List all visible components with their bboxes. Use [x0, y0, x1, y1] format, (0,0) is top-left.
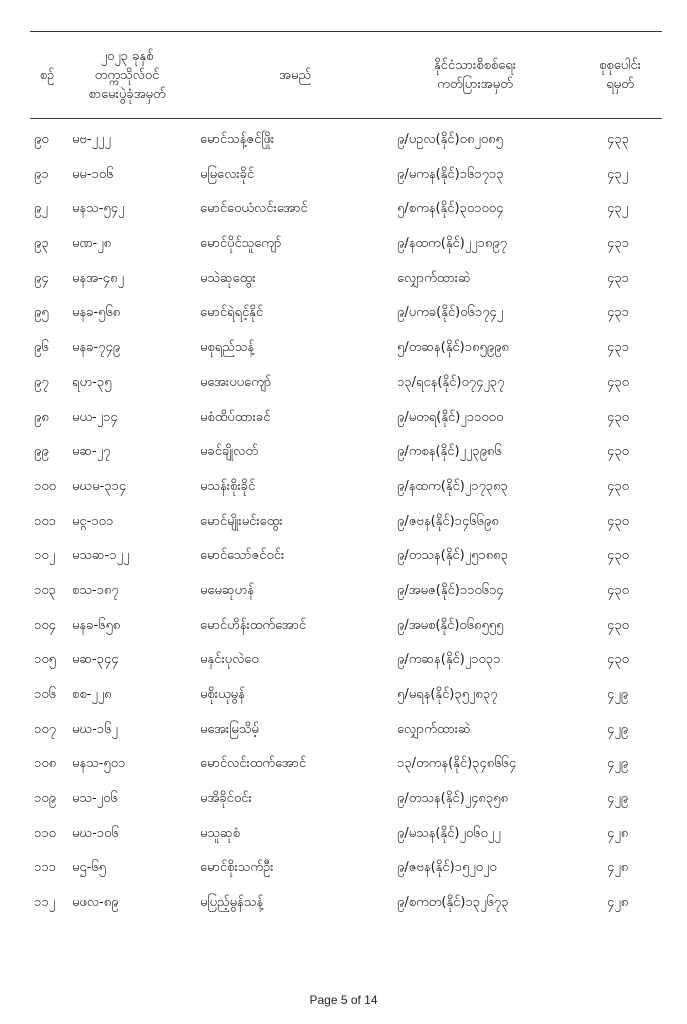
nrc-cell: ၉/နထက(နိုင်)၂၁၇၃၈၃ — [397, 478, 508, 494]
nrc-cell: ၉/အမဇ(နိုင်)၁၁၀၆၁၄ — [397, 582, 504, 598]
name-cell: မောင်ပိုင်သူကျော် — [200, 236, 282, 252]
score-cell: ၄၃၃ — [607, 132, 629, 147]
score-cell: ၄၃၀ — [607, 548, 629, 564]
header-serial-no: စဉ် — [39, 67, 55, 83]
roll-number-cell: မနခ-၅၆၈ — [72, 305, 121, 321]
roll-number-cell: မဏ-၂၈ — [72, 236, 112, 252]
roll-number-cell: မဃ-၁၆၂ — [72, 721, 118, 737]
score-cell: ၄၃၀ — [607, 409, 629, 425]
name-cell: မမြလေးခိုင် — [200, 166, 255, 182]
roll-number-cell: မယ-၂၁၄ — [72, 409, 118, 425]
name-cell: မောင်ဝေယံလင်းအောင် — [200, 201, 308, 217]
name-cell: မောင်သန့်ဇင်ဖြိုး — [200, 132, 275, 147]
name-cell: မသန်းစိုးခိုင် — [200, 478, 256, 494]
roll-number-cell: မနသ-၅၀၁ — [72, 756, 126, 772]
name-cell: မအိခိုင်ဝင်း — [200, 791, 252, 807]
table-row — [0, 261, 687, 296]
nrc-cell: ၅/မရန(နိုင်)၃၅၂၈၃၇ — [397, 687, 498, 702]
score-cell: ၄၃၀ — [607, 652, 629, 668]
roll-number-cell: မနခ-၇၄၉ — [72, 340, 121, 356]
roll-number-cell: မင္ဂ-၁၀၁ — [72, 513, 114, 529]
score-cell: ၄၂၈ — [607, 825, 629, 841]
score-cell: ၄၃၀ — [607, 478, 629, 494]
name-cell: မစုရည်သန့် — [200, 340, 255, 356]
serial-no-cell: ၁၀၁ — [34, 513, 56, 529]
page-number-footer: Page 5 of 14 — [309, 993, 378, 1007]
roll-number-cell: စသ-၁၈၇ — [72, 582, 119, 598]
roll-number-cell: ရဟ-၃၅ — [72, 374, 112, 390]
table-row — [0, 226, 687, 261]
score-cell: ၄၂၈ — [607, 860, 629, 876]
table-row — [0, 365, 687, 400]
table-row — [0, 712, 687, 747]
roll-number-cell: မနသ-၅၄၂ — [72, 201, 125, 217]
name-cell: မစံထိပ်ထားခင် — [200, 409, 271, 425]
roll-number-cell: မနခ-၆၅၈ — [72, 617, 121, 633]
serial-no-cell: ၁၁၀ — [34, 825, 56, 841]
nrc-cell: ၉/မသန(နိုင်)၂၀၆၀၂၂ — [397, 825, 501, 841]
nrc-cell: ၉/ဇဗန(နိုင်)၁၄၆၆၉၈ — [397, 513, 499, 529]
serial-no-cell: ၉၈ — [34, 409, 49, 425]
table-row — [0, 816, 687, 851]
table-row — [0, 677, 687, 712]
name-cell: မမေဆုဟန် — [200, 582, 254, 598]
nrc-cell: ၅/စကန(နိုင်)၃၀၁၀၀၄ — [397, 201, 504, 217]
name-cell: မနှင်းပုလဲဝေ — [200, 652, 259, 668]
serial-no-cell: ၁၁၂ — [34, 895, 56, 911]
roll-number-cell: မဆ-၂၇ — [72, 444, 111, 460]
roll-number-cell: မဆ-၃၄၄ — [72, 652, 119, 668]
name-cell: မောင်စိုးသက်ဦး — [200, 860, 274, 876]
serial-no-cell: ၁၀၂ — [34, 548, 56, 564]
score-cell: ၄၃၀ — [607, 444, 629, 460]
table-top-rule — [30, 31, 662, 32]
score-cell: ၄၂၉ — [607, 687, 629, 702]
score-cell: ၄၃၁ — [607, 236, 629, 252]
name-cell: မောင်မျိုးမင်းထွေး — [200, 513, 283, 529]
header-name: အမည် — [279, 67, 311, 83]
table-row — [0, 885, 687, 920]
score-cell: ၄၃၁ — [607, 305, 629, 321]
table-row — [0, 573, 687, 608]
roll-number-cell: မဃ-၁၀၆ — [72, 825, 119, 841]
roll-number-cell: စစ-၂၂၈ — [72, 687, 112, 702]
table-row — [0, 122, 687, 157]
table-row — [0, 400, 687, 435]
serial-no-cell: ၁၀၃ — [34, 582, 56, 598]
serial-no-cell: ၁၀၈ — [34, 756, 57, 772]
table-row — [0, 608, 687, 643]
serial-no-cell: ၉၇ — [34, 374, 49, 390]
roll-number-cell: မဌ-၆၅ — [72, 860, 106, 876]
serial-no-cell: ၉၅ — [34, 305, 49, 321]
roll-number-cell: မသ-၂၀၆ — [72, 791, 118, 807]
name-cell: မသူဆုစံ — [200, 825, 240, 841]
nrc-cell: ၉/ပကခ(နိုင်)၀၆၁၇၄၂ — [397, 305, 504, 321]
name-cell: မအေးမြသိမ့် — [200, 721, 259, 737]
nrc-cell: ၉/နထက(နိုင်)၂၂၁၈၉၇ — [397, 236, 507, 252]
name-cell: မခင်ချိုလတ် — [200, 444, 259, 460]
serial-no-cell: ၁၀၉ — [34, 791, 56, 807]
serial-no-cell: ၁၀၀ — [34, 478, 56, 494]
nrc-cell: ၉/အမစ(နိုင်)၀၆၈၅၅၅ — [397, 617, 504, 633]
score-cell: ၄၃၂ — [607, 201, 629, 217]
score-cell: ၄၃၀ — [607, 513, 629, 529]
score-cell: ၄၃၀ — [607, 617, 629, 633]
table-row — [0, 850, 687, 885]
serial-no-cell: ၁၀၆ — [34, 687, 56, 702]
table-row — [0, 746, 687, 781]
name-cell: မအေးပပကျော် — [200, 374, 272, 390]
score-cell: ၄၂၈ — [607, 895, 629, 911]
table-row — [0, 781, 687, 816]
table-row — [0, 330, 687, 365]
nrc-cell: လျှောက်ထားဆဲ — [397, 721, 471, 737]
serial-no-cell: ၉၄ — [34, 270, 49, 286]
results-table-body — [0, 122, 687, 920]
name-cell: မောင်ရဲရင့်နိုင် — [200, 305, 264, 321]
nrc-cell: ၉/မတရ(နိုင်)၂၁၁၀၀၀ — [397, 409, 504, 425]
table-row — [0, 642, 687, 677]
score-cell: ၄၂၉ — [607, 791, 629, 807]
serial-no-cell: ၁၀၇ — [34, 721, 56, 737]
table-row — [0, 157, 687, 192]
serial-no-cell: ၉၀ — [34, 132, 49, 147]
table-row — [0, 434, 687, 469]
serial-no-cell: ၁၀၄ — [34, 617, 56, 633]
score-cell: ၄၃၁ — [607, 340, 629, 356]
serial-no-cell: ၉၁ — [34, 166, 49, 182]
roll-number-cell: မသဆ-၁၂၂ — [72, 548, 130, 564]
nrc-cell: ၉/တသန(နိုင်)၂၅၁၈၈၃ — [397, 548, 508, 564]
serial-no-cell: ၉၆ — [34, 340, 49, 356]
nrc-cell: ၉/တသန(နိုင်)၂၄၈၃၅၈ — [397, 791, 508, 807]
serial-no-cell: ၁၁၁ — [34, 860, 56, 876]
table-row — [0, 504, 687, 539]
table-row — [0, 295, 687, 330]
table-row — [0, 469, 687, 504]
roll-number-cell: မမ-၁၀၆ — [72, 166, 114, 182]
serial-no-cell: ၉၉ — [34, 444, 49, 460]
score-cell: ၄၃၀ — [607, 582, 629, 598]
score-cell: ၄၃၀ — [607, 374, 629, 390]
nrc-cell: ၉/ကဆန(နိုင်)၂၁၀၃၁ — [397, 652, 501, 668]
name-cell: မစိုးယုမွန် — [200, 687, 245, 702]
nrc-cell: ၅/တဆန(နိုင်)၁၈၅၉၉၈ — [397, 340, 509, 356]
header-roll-number: ၂၀၂၃ ခုနှစ် တက္ကသိုလ်ဝင် စာမေးပွဲခုံအမှတ် — [88, 48, 166, 102]
nrc-cell: ၉/မကန(နိုင်)၁၆၁၇၁၃ — [397, 166, 504, 182]
roll-number-cell: မဃမ-၃၁၄ — [72, 478, 127, 494]
table-row — [0, 538, 687, 573]
nrc-cell: ၉/ဇဗန(နိုင်)၁၅၂၀၂၀ — [397, 860, 497, 876]
header-total-score: စုစုပေါင်း ရမှတ် — [599, 58, 641, 92]
nrc-cell: ၉/ပဥလ(နိုင်)၀၈၂၀၈၅ — [397, 132, 503, 147]
name-cell: မပြည့်မွန်သန့် — [200, 895, 264, 911]
roll-number-cell: မဗ-၂၂၂ — [72, 132, 111, 147]
table-header-rule — [30, 118, 662, 119]
table-row — [0, 191, 687, 226]
roll-number-cell: မဖလ-၈၉ — [72, 895, 119, 911]
score-cell: ၄၃၁ — [607, 270, 629, 286]
name-cell: မောင်သော်ဇင်ဝင်း — [200, 548, 285, 564]
nrc-cell: လျှောက်ထားဆဲ — [397, 270, 471, 286]
score-cell: ၄၂၉ — [607, 756, 629, 772]
serial-no-cell: ၉၃ — [34, 236, 49, 252]
name-cell: မသဲဆုထွေး — [200, 270, 256, 286]
name-cell: မောင်လင်းထက်အောင် — [200, 756, 307, 772]
nrc-cell: ၉/ကစန(နိုင်)၂၂၃၉၈၆ — [397, 444, 502, 460]
roll-number-cell: မနအ-၄၈၂ — [72, 270, 124, 286]
name-cell: မောင်ဟိန်းထက်အောင် — [200, 617, 307, 633]
serial-no-cell: ၉၂ — [34, 201, 48, 217]
nrc-cell: ၁၃/တကန(နိုင်)၃၄၈၆၆၄ — [397, 756, 517, 772]
score-cell: ၄၂၉ — [607, 721, 629, 737]
nrc-cell: ၉/စကတ(နိုင်)၁၃၂၆၇၃ — [397, 895, 509, 911]
serial-no-cell: ၁၀၅ — [34, 652, 56, 668]
score-cell: ၄၃၂ — [607, 166, 629, 182]
nrc-cell: ၁၃/ရငန(နိုင်)၀၇၄၂၃၇ — [397, 374, 505, 390]
header-nrc-number: နိုင်ငံသားစိစစ်ရေး ကတ်ပြားအမှတ် — [433, 58, 517, 92]
